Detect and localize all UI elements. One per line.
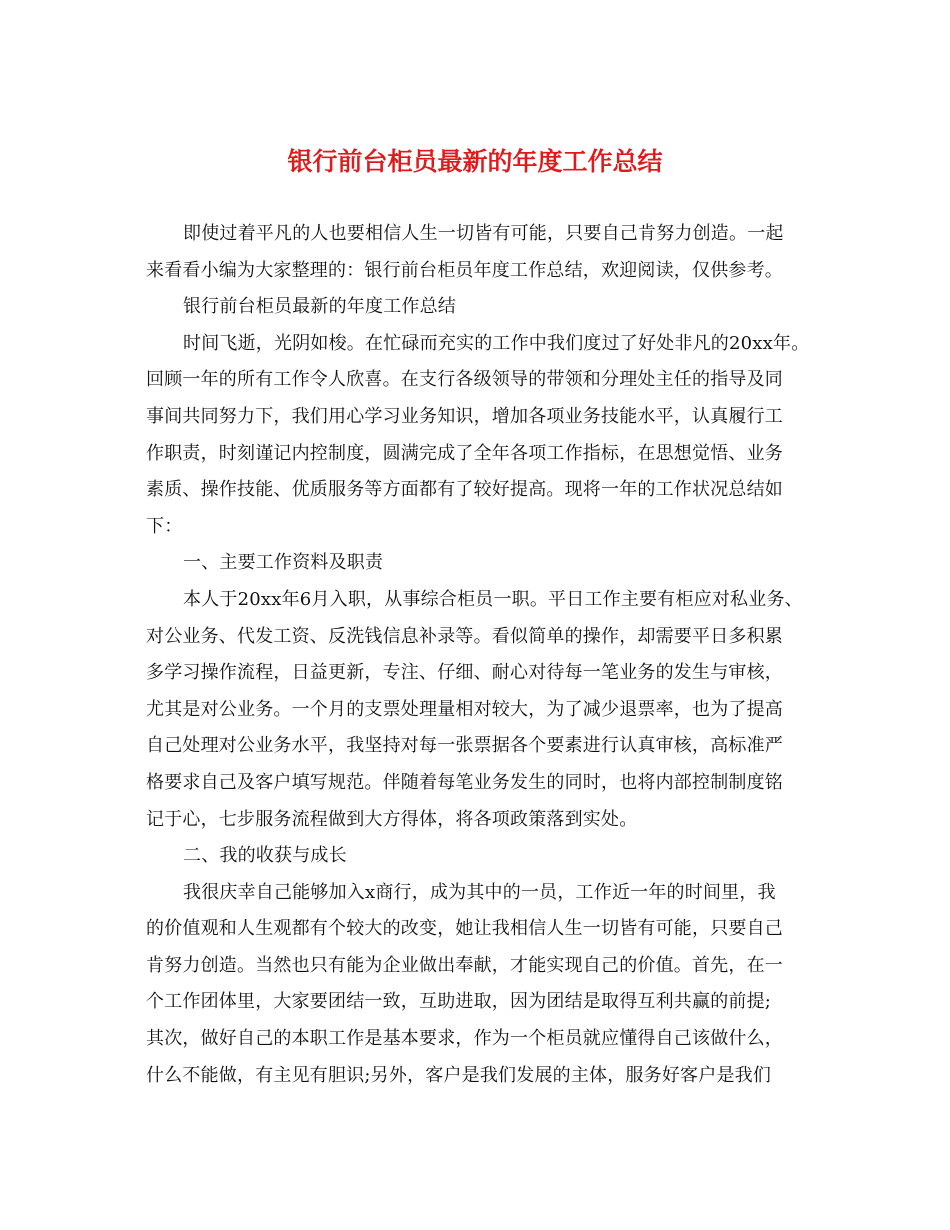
text-line: 下：: [146, 515, 183, 537]
text-line: 其次，做好自己的本职工作是基本要求，作为一个柜员就应懂得自己该做什么，: [146, 1028, 783, 1050]
text-line: 对公业务、代发工资、反洗钱信息补录等。看似简单的操作，却需要平日多积累: [146, 625, 783, 647]
text-line: 个工作团体里，大家要团结一致，互助进取，因为团结是取得互利共赢的前提;: [146, 991, 772, 1013]
text-line: 本人于20xx年6月入职，从事综合柜员一职。平日工作主要有柜应对私业务、: [183, 588, 803, 610]
text-line: 肯努力创造。当然也只有能为企业做出奉献，才能实现自己的价值。首先，在一: [146, 954, 783, 976]
text-line: 格要求自己及客户填写规范。伴随着每笔业务发生的同时，也将内部控制制度铭: [146, 771, 783, 793]
text-line: 回顾一年的所有工作令人欣喜。在支行各级领导的带领和分理处主任的指导及同: [146, 369, 783, 391]
document-title: 银行前台柜员最新的年度工作总结: [287, 147, 663, 176]
text-line: 时间飞逝，光阴如梭。在忙碌而充实的工作中我们度过了好处非凡的20xx年。: [183, 332, 810, 354]
text-line: 记于心，七步服务流程做到大方得体，将各项政策落到实处。: [146, 808, 638, 830]
section-subtitle: 银行前台柜员最新的年度工作总结: [183, 296, 456, 318]
document-body: [146, 216, 826, 1094]
text-line: 事间共同努力下，我们用心学习业务知识，增加各项业务技能水平，认真履行工: [146, 405, 783, 427]
text-line: 什么不能做，有主见有胆识;另外，客户是我们发展的主体，服务好客户是我们: [146, 1064, 772, 1086]
text-line: 即使过着平凡的人也要相信人生一切皆有可能，只要自己肯努力创造。一起: [183, 223, 784, 244]
text-line: 素质、操作技能、优质服务等方面都有了较好提高。现将一年的工作状况总结如: [146, 479, 783, 501]
text-line: 尤其是对公业务。一个月的支票处理量相对较大，为了减少退票率，也为了提高: [146, 698, 783, 720]
text-line: 作职责，时刻谨记内控制度，圆满完成了全年各项工作指标，在思想觉悟、业务: [146, 442, 783, 464]
text-line: 的价值观和人生观都有个较大的改变，她让我相信人生一切皆有可能，只要自己: [146, 918, 783, 940]
text-line: 我很庆幸自己能够加入x商行，成为其中的一员，工作近一年的时间里，我: [183, 881, 776, 903]
section-heading: 一、主要工作资料及职责: [183, 552, 384, 574]
text-line: 自己处理对公业务水平，我坚持对每一张票据各个要素进行认真审核，高标准严: [146, 735, 783, 757]
text-line: 多学习操作流程，日益更新，专注、仔细、耐心对待每一笔业务的发生与审核，: [146, 662, 783, 684]
text-line: 来看看小编为大家整理的：银行前台柜员年度工作总结，欢迎阅读，仅供参考。: [146, 259, 783, 281]
section-heading: 二、我的收获与成长: [183, 845, 347, 867]
